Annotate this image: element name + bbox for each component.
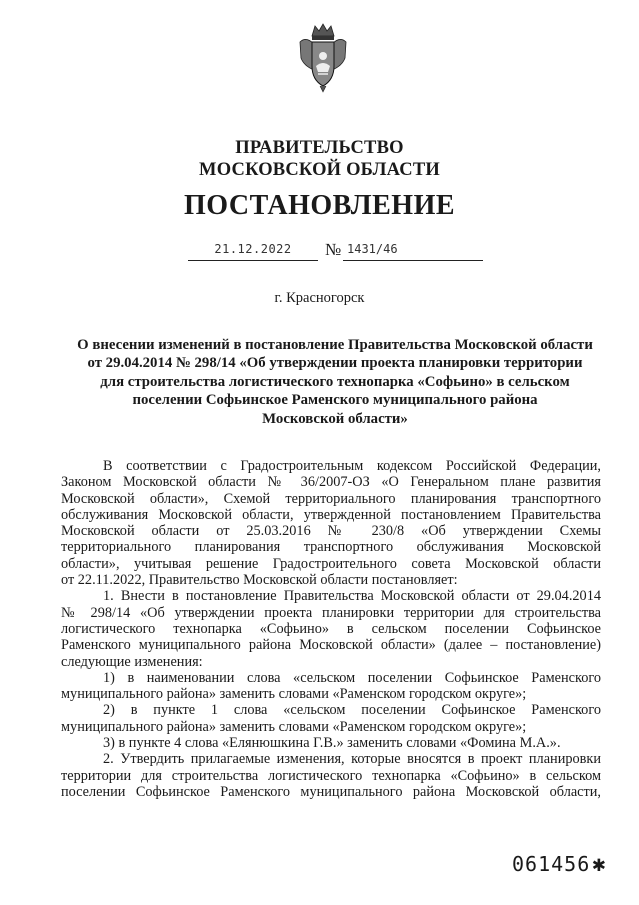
document-title — [70, 336, 600, 428]
body-line: поселении Софьинское Раменского муниципального района Московской области, — [61, 783, 601, 800]
body-line: Раменского муниципального района Московской области» (далее – постановление) — [61, 637, 601, 654]
number-underline — [343, 260, 483, 261]
serial-digits: 061456 — [512, 852, 591, 876]
title-line: от 29.04.2014 № 298/14 «Об утверждении проекта планировки территории — [87, 355, 583, 372]
title-line: для строительства логистического технопарка «Софьино» в сельском — [100, 373, 570, 390]
body-line: Московской области от 25.03.2016 № 230/8 «Об утверждении Схемы — [61, 523, 601, 540]
title-line: О внесении изменений в постановление Правительства Московской области — [77, 337, 593, 353]
government-name — [0, 137, 639, 181]
body-line: муниципального района» заменить словами «Раменском городском округе»; — [61, 718, 527, 735]
asterisk-mark-icon: ✱ — [592, 852, 607, 877]
document-type: ПОСТАНОВЛЕНИЕ — [183, 190, 456, 221]
body-line: № 298/14 «Об утверждении проекта планировки территории для строительства — [61, 604, 601, 621]
body-line: территории для строительства логистического технопарка «Софьино» в сельском — [61, 767, 601, 784]
document-date: 21.12.2022 — [214, 242, 292, 256]
document-body — [61, 458, 601, 800]
city: г. Красногорск — [274, 290, 365, 306]
body-line: 2. Утвердить прилагаемые изменения, которые вносятся в проект планировки — [103, 751, 601, 768]
body-line: 1. Внести в постановление Правительства Московской области от 29.04.2014 — [103, 588, 601, 605]
document-number: 1431/46 — [347, 242, 398, 256]
date-number-line — [0, 242, 639, 266]
body-line: следующие изменения: — [61, 653, 203, 670]
serial-number — [512, 852, 607, 877]
title-line: Московской области» — [262, 410, 408, 427]
government-line-2: МОСКОВСКОЙ ОБЛАСТИ — [199, 160, 440, 180]
body-line: области», учитывая решение Градостроительного совета Московской области — [61, 555, 601, 572]
body-line: логистического технопарка «Софьино» в сельском поселении Софьинское — [61, 620, 601, 637]
date-underline — [188, 260, 318, 261]
body-line: от 22.11.2022, Правительство Московской области постановляет: — [61, 572, 458, 589]
body-line: муниципального района» заменить словами «Раменском городском округе»; — [61, 686, 527, 703]
body-line: обслуживания Московской области, утвержденной постановлением Правительства — [61, 506, 601, 523]
government-line-1: ПРАВИТЕЛЬСТВО — [235, 138, 404, 158]
body-line: территориального планирования транспортного обслуживания Московской — [61, 539, 601, 556]
body-line: 2) в пункте 1 слова «сельском поселении Софьинское Раменского — [103, 702, 601, 719]
number-sign: № — [325, 240, 342, 259]
body-line: 3) в пункте 4 слова «Елянюшкина Г.В.» заменить словами «Фомина М.А.». — [103, 735, 561, 752]
body-line: Законом Московской области № 36/2007-ОЗ «О Генеральном плане развития — [61, 474, 601, 491]
body-line: Московской области», Схемой территориального планирования транспортного — [61, 490, 601, 507]
coat-of-arms-icon — [298, 22, 348, 94]
title-line: поселении Софьинское Раменского муниципального района — [132, 392, 538, 409]
body-line: В соответствии с Градостроительным кодексом Российской Федерации, — [103, 458, 601, 474]
body-line: 1) в наименовании слова «сельском поселении Софьинское Раменского — [103, 669, 601, 686]
